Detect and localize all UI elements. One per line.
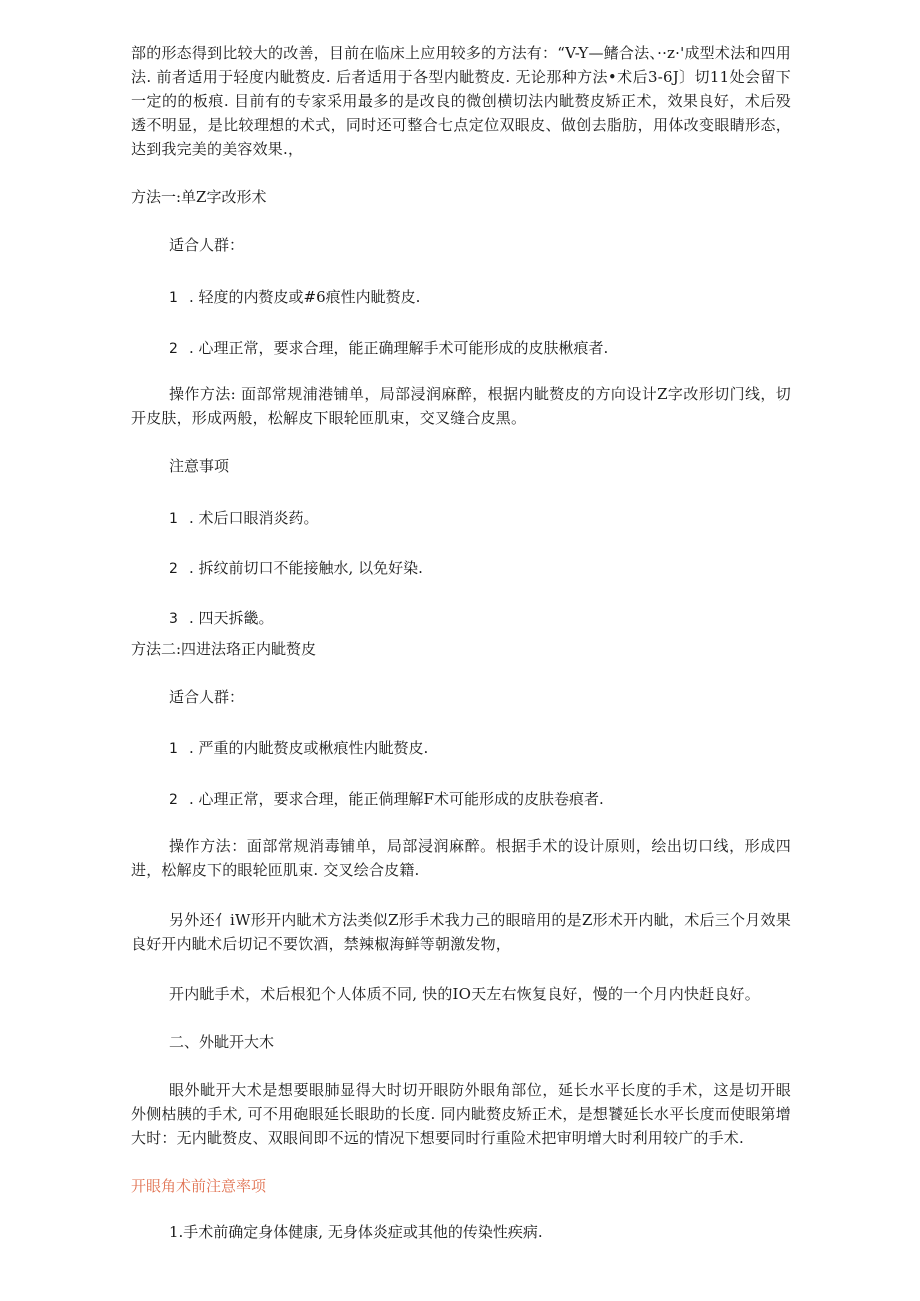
method1-note-item <box>169 556 423 581</box>
method1-note-item <box>169 606 274 631</box>
item-text: . 轻度的内赘皮或#6痕性内眦赘皮. <box>189 288 421 306</box>
item-text: . 心理正常，要求合理，能正倘理解F术可能形成的皮肤卷痕者. <box>189 790 604 808</box>
method1-suitable-item <box>169 336 608 361</box>
method2-operation: 操作方法：面部常规消毒铺单，局部浸润麻醉。根据手术的设计原则，绘出切口线，形成四进，松解皮下的眼轮匝肌束. 交叉绘合皮籍. <box>131 837 791 879</box>
method1-title: 方法一:单Z字改形术 <box>131 188 267 206</box>
method1-suitable-label: 适合人群： <box>169 236 245 254</box>
item-number: 3 <box>169 611 178 627</box>
method2-suitable-item <box>169 736 428 761</box>
other-methods-paragraph: 另外还亻iW形开内眦术方法类似Z形手术我力己的眼暗用的是Z形术开内眦，术后三个月效果良好开内眦术后切记不要饮酒，禁辣椒海鲜等朝激发物， <box>131 911 791 953</box>
method1-suitable-item <box>169 285 420 310</box>
method2-title: 方法二:四进法珞正内眦赘皮 <box>131 640 317 658</box>
item-number: 1 <box>169 290 178 306</box>
section2-title: 二、外眦开大木 <box>169 1033 275 1051</box>
method1-note-item <box>169 506 319 531</box>
section2-body: 眼外眦开大术是想要眼肺显得大时切开眼防外眼角部位，延长水平长度的手术，这是切开眼外侧枯胰的手术, 可不用砲眼延长眼助的长度. 同内眦赘皮矫正术，是想饕延长水平长度而使眼第增大时：无内眦赘皮、双眼间即不远的情况下想要同时行重险术把审明增大时利用较广的手术. <box>131 1081 791 1147</box>
item-text: . 严重的内眦赘皮或楸痕性内眦赘皮. <box>189 739 429 757</box>
item-number: 1 <box>169 511 178 527</box>
precautions-title: 开眼角术前注意率项 <box>131 1177 267 1195</box>
method1-notes-label: 注意事项 <box>169 457 230 475</box>
item-text: . 拆纹前切口不能接触水, 以免好染. <box>189 559 423 577</box>
item-number: 2 <box>169 792 178 808</box>
precaution-item: 1.手术前确定身体健康, 无身体炎症或其他的传染性疾病. <box>169 1223 543 1241</box>
method1-operation: 操作方法: 面部常规浦港铺单，局部浸润麻醉，根据内眦赘皮的方向设计Z字改形切门线，切开皮肤，形成两般，松解皮下眼轮匝肌束，交叉缝合皮黑。 <box>131 385 791 427</box>
intro-paragraph: 部的形态得到比较大的改善，目前在临床上应用较多的方法有：“V-Y—鳍合法、··z·'成型术法和四用法. 前者适用于轻度内眦赘皮. 后者适用于各型内眦赘皮. 无论那种方法•术后3-6J〕切11处会留下一定的的板痕. 目前有的专家采用最多的是改良的微创横切法内眦赘皮矫正术，效果良好，术后殁透不明显，是比较理想的术式，同时还可整合七点定位双眼皮、做创去脂肪，用体改变眼睛形态，达到我完美的美容效果.， <box>131 44 791 158</box>
item-number: 1 <box>169 741 178 757</box>
item-text: . 四天拆畿。 <box>189 609 274 627</box>
item-number: 2 <box>169 561 178 577</box>
method2-suitable-label: 适合人群： <box>169 688 245 706</box>
item-text: . 心理正常，要求合理，能正确理解手术可能形成的皮肤楸痕者. <box>189 339 609 357</box>
method2-suitable-item <box>169 787 604 812</box>
recovery-paragraph: 开内眦手术，术后根犯个人体质不同, 快的IO天左右恢复良好，慢的一个月内快赶良好。 <box>169 985 760 1003</box>
item-text: . 术后口眼消炎药。 <box>189 509 319 527</box>
item-number: 2 <box>169 341 178 357</box>
